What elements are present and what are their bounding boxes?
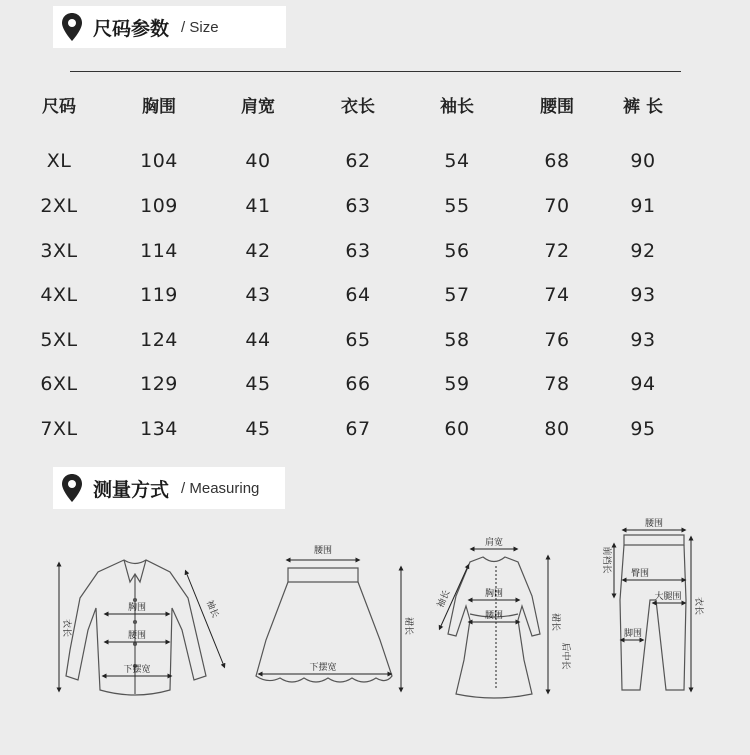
measurement-cell: 104 [140,150,178,172]
pants-thigh-label: 大腿围 [654,592,682,602]
measurement-cell: 45 [245,418,271,440]
measurement-cell: 58 [444,329,470,351]
size-section-title: 尺码参数 [93,17,170,40]
pants-rise-label: 前裆长 [601,546,611,574]
skirt-hem-label: 下摆宽 [309,663,337,673]
pants-length-label: 衣长 [693,596,703,616]
measurement-cell: 41 [245,195,271,217]
measurement-cell: 95 [630,418,656,440]
size-cell: 7XL [40,418,78,440]
shirt-chest-label: 胸围 [127,603,147,613]
measurement-cell: 57 [444,284,470,306]
dress-shoulder-label: 肩宽 [484,538,504,548]
measurement-cell: 66 [345,373,371,395]
measurement-cell: 42 [245,240,271,262]
measurement-cell: 62 [345,150,371,172]
dress-sleeve-label: 袖长 [435,588,453,610]
dress-length-label: 裙长 [550,612,560,632]
measurement-cell: 114 [140,240,178,262]
size-cell: 4XL [40,284,78,306]
measurement-cell: 68 [544,150,570,172]
measurement-cell: 93 [630,329,656,351]
dress-waist-label: 腰围 [484,611,504,621]
measurement-cell: 65 [345,329,371,351]
measurement-cell: 40 [245,150,271,172]
location-pin-icon [61,12,83,42]
measurement-cell: 67 [345,418,371,440]
size-section-subtitle: / Size [181,18,219,36]
measurement-cell: 119 [140,284,178,306]
shirt-hem-label: 下摆宽 [123,665,151,675]
skirt-waist-label: 腰围 [313,546,333,556]
dress-chest-label: 胸围 [484,589,504,599]
pants-diagram [620,535,686,690]
measurement-cell: 129 [140,373,178,395]
measuring-section-title: 测量方式 [93,478,170,501]
size-cell: 6XL [40,373,78,395]
measurement-cell: 134 [140,418,178,440]
column-header: 肩宽 [241,97,275,117]
column-header: 裤 长 [623,97,663,117]
shirt-waist-label: 腰围 [127,631,147,641]
pants-hip-label: 臀围 [630,569,650,579]
measurement-cell: 91 [630,195,656,217]
measurement-cell: 78 [544,373,570,395]
column-header: 胸围 [142,97,176,117]
pants-leg-opening-label: 脚围 [623,629,643,639]
shirt-sleeve-label: 袖长 [203,599,220,620]
measurement-cell: 124 [140,329,178,351]
measurement-cell: 72 [544,240,570,262]
column-header: 腰围 [540,97,574,117]
measurement-cell: 76 [544,329,570,351]
measurement-cell: 59 [444,373,470,395]
location-pin-icon [61,473,83,503]
column-header: 袖长 [440,97,474,117]
measurement-cell: 63 [345,240,371,262]
size-cell: 2XL [40,195,78,217]
pants-waist-label: 腰围 [644,519,664,529]
measurement-cell: 55 [444,195,470,217]
size-cell: 3XL [40,240,78,262]
measurement-cell: 74 [544,284,570,306]
measurement-cell: 54 [444,150,470,172]
skirt-length-label: 裙长 [403,616,413,636]
size-cell: XL [46,150,72,172]
dress-diagram [448,557,540,698]
measuring-section-subtitle: / Measuring [181,479,260,497]
measurement-cell: 94 [630,373,656,395]
measurement-cell: 45 [245,373,271,395]
measurement-cell: 93 [630,284,656,306]
measurement-cell: 109 [140,195,178,217]
measurement-cell: 60 [444,418,470,440]
measurement-cell: 92 [630,240,656,262]
shirt-length-label: 衣长 [61,618,71,638]
measurement-cell: 90 [630,150,656,172]
size-section-header [53,6,286,48]
column-header: 尺码 [42,97,76,117]
measurement-diagrams [0,500,750,755]
measurement-cell: 43 [245,284,271,306]
measurement-cell: 80 [544,418,570,440]
measurement-cell: 70 [544,195,570,217]
table-top-divider [70,71,681,72]
measurement-cell: 56 [444,240,470,262]
size-cell: 5XL [40,329,78,351]
column-header: 衣长 [341,97,375,117]
dress-back-length-label: 后中长 [560,642,570,670]
measurement-cell: 64 [345,284,371,306]
measurement-cell: 44 [245,329,271,351]
measurement-cell: 63 [345,195,371,217]
